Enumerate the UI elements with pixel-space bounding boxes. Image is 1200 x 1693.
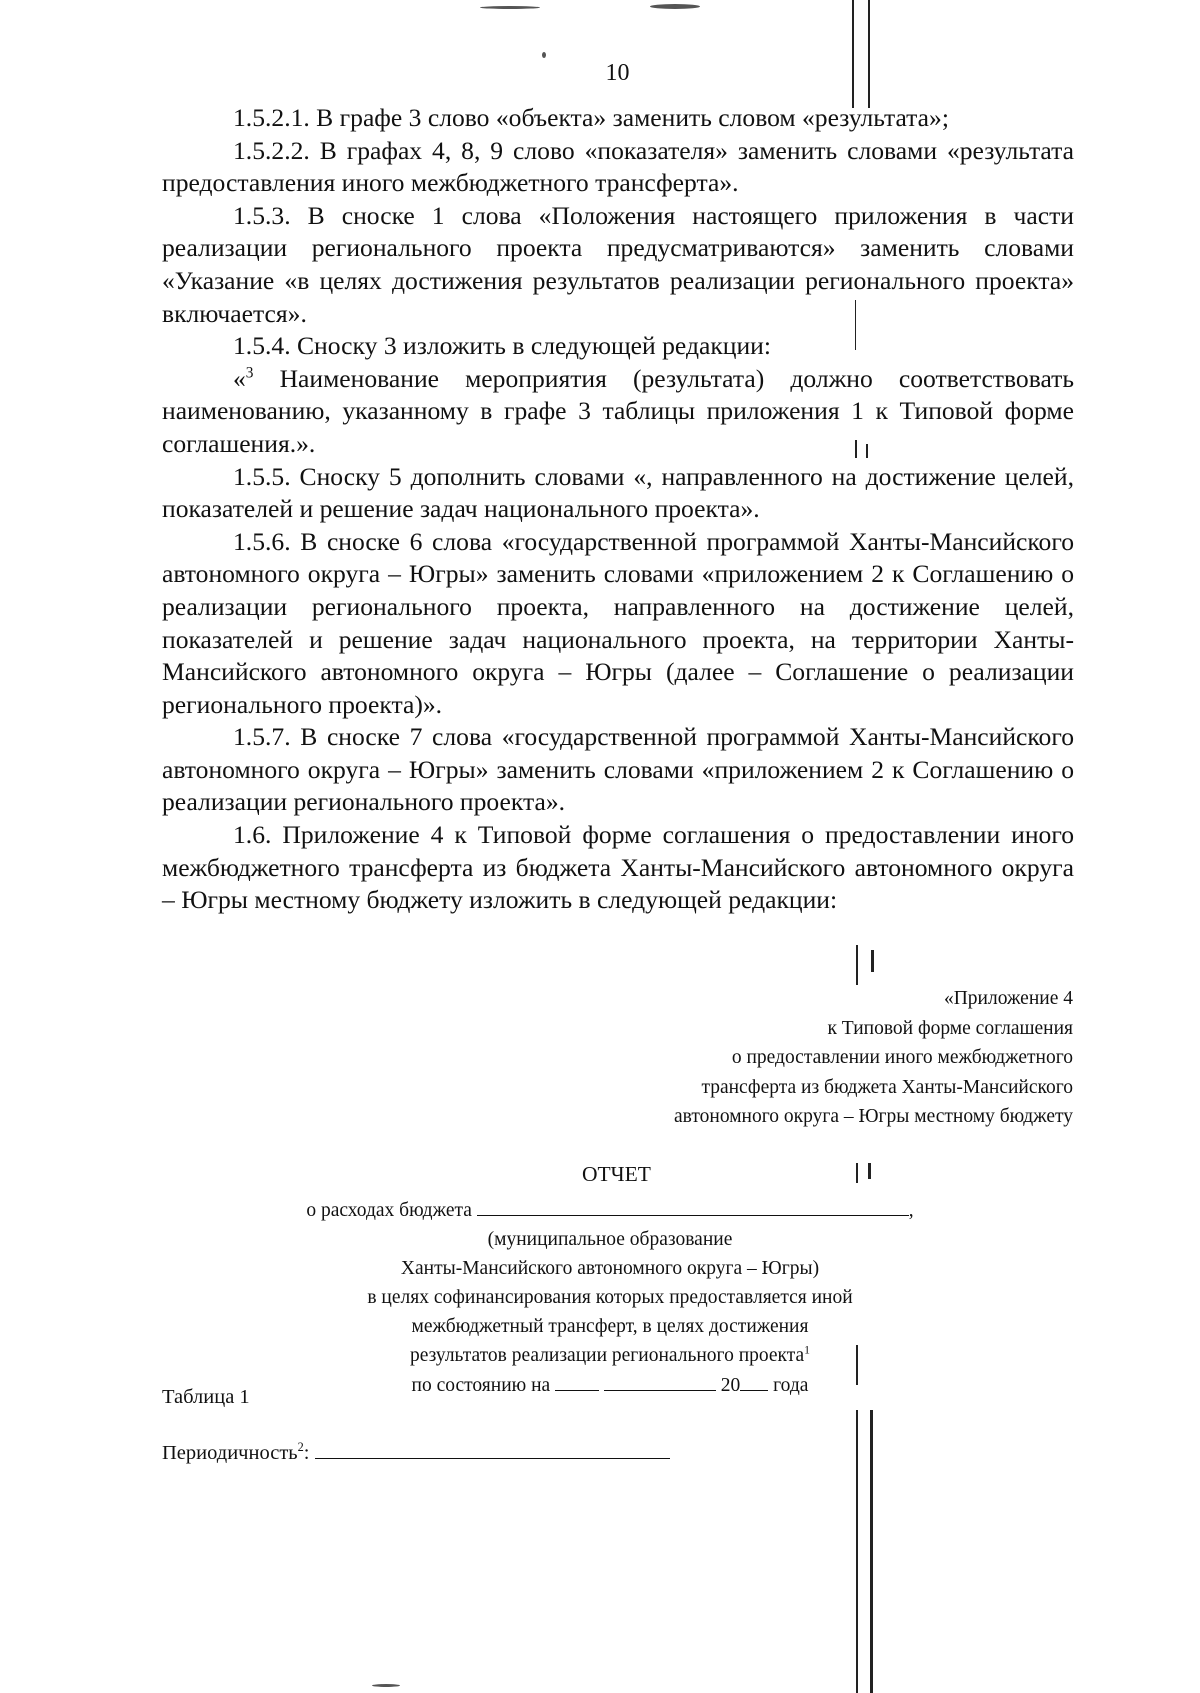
scan-artifact-line (871, 950, 874, 972)
periodicity-label: Периодичность (162, 1442, 298, 1464)
paragraph: 1.5.2.2. В графах 4, 8, 9 слово «показателя» заменить словами «результата предоставления иного межбюджетного трансферта». (162, 135, 1074, 198)
paragraph: 1.5.6. В сноске 6 слова «государственной программой Ханты-Мансийского автономного округа – Югры» заменить словами «приложением 2 к Соглашению о реализации регионального проекта, направленного на достижение целей, показателей и решение задач национального проекта, на территории Ханты-Мансийского автономного округа – Югры (далее – Соглашение о реализации регионального проекта)». (162, 526, 1074, 719)
paragraph: 1.5.4. Сноску 3 изложить в следующей редакции: (233, 331, 771, 361)
scan-artifact-line (856, 945, 858, 985)
open-quote: « (233, 363, 246, 393)
footnote-mark: 3 (245, 364, 254, 382)
report-date-label: по состоянию на (411, 1375, 551, 1396)
municipality-hint: Ханты-Мансийского автономного округа – Югры) (400, 1258, 820, 1279)
municipality-blank (477, 1195, 909, 1216)
scan-artifact-line (856, 1163, 858, 1183)
scan-artifact-speck (372, 1684, 400, 1687)
year-blank (740, 1370, 768, 1391)
report-heading (270, 1195, 950, 1400)
report-purpose-line: результатов реализации регионального проекта$^1$ (410, 1343, 810, 1366)
paragraph: 1.5.5. Сноску 5 дополнить словами «, направленного на достижение целей, показателей и решение задач национального проекта». (162, 461, 1074, 524)
appendix-header (674, 984, 1073, 1132)
periodicity-line (162, 1438, 670, 1465)
footnote-mark: 1 (804, 1343, 810, 1357)
report-comma: , (908, 1200, 914, 1221)
report-expenses-label: о расходах бюджета (306, 1200, 472, 1221)
scan-artifact-line (868, 0, 870, 108)
scan-artifact-line (870, 1410, 873, 1693)
scan-artifact-line (856, 1410, 858, 1693)
report-date-line (270, 1370, 950, 1400)
paragraph: 1.5.7. В сноске 7 слова «государственной программой Ханты-Мансийского автономного округа – Югры» заменить словами «приложением 2 к Соглашению о реализации регионального проекта». (162, 722, 1074, 817)
paragraph: 1.5.3. В сноске 1 слова «Положения настоящего приложения в части реализации регионального проекта предусматриваются» заменить словами «Указание «в целях достижения результатов реализации регионального проекта» включается». (162, 200, 1074, 328)
municipality-hint: (муниципальное образование (487, 1229, 733, 1250)
appendix-header-line: о предоставлении иного межбюджетного (731, 1047, 1073, 1068)
appendix-header-line: автономного округа – Югры местному бюджету (674, 1106, 1073, 1127)
scan-artifact-line (852, 0, 854, 108)
year-prefix: 20 (720, 1375, 741, 1396)
body-text (162, 102, 1074, 917)
periodicity-blank (315, 1438, 670, 1459)
appendix-header-line: трансферта из бюджета Ханты-Мансийского (701, 1076, 1073, 1098)
scan-artifact-speck (480, 6, 540, 9)
report-title: ОТЧЕТ (582, 1162, 651, 1186)
report-purpose-line: в целях софинансирования которых предоставляется иной (367, 1287, 853, 1308)
paragraph: 1.5.2.1. В графе 3 слово «объекта» заменить словом «результата»; (233, 103, 949, 132)
scan-artifact-line (868, 1163, 871, 1179)
appendix-header-line: «Приложение 4 (943, 988, 1073, 1009)
footnote-quote (162, 363, 1074, 461)
footnote-mark: 2 (297, 1440, 304, 1455)
periodicity-colon: : (303, 1442, 310, 1464)
year-suffix: года (773, 1375, 809, 1396)
paragraph: 1.6. Приложение 4 к Типовой форме соглашения о предоставлении иного межбюджетного трансферта из бюджета Ханты-Мансийского автономного округа – Югры местному бюджету изложить в следующей редакции: (162, 820, 1074, 915)
footnote-quote-text: Наименование мероприятия (результата) должно соответствовать наименованию, указанному в графе 3 таблицы приложения 1 к Типовой форме соглашения.». (162, 363, 1074, 458)
report-purpose-line: межбюджетный трансферт, в целях достижения (411, 1316, 809, 1337)
scan-artifact-speck (650, 4, 700, 9)
month-blank (604, 1370, 716, 1391)
day-blank (555, 1370, 599, 1391)
table-label: Таблица 1 (162, 1386, 250, 1408)
report-expenses-line (270, 1195, 950, 1225)
page-number: 10 (605, 60, 630, 86)
scan-artifact-speck (542, 52, 546, 58)
appendix-header-line: к Типовой форме соглашения (827, 1017, 1073, 1039)
